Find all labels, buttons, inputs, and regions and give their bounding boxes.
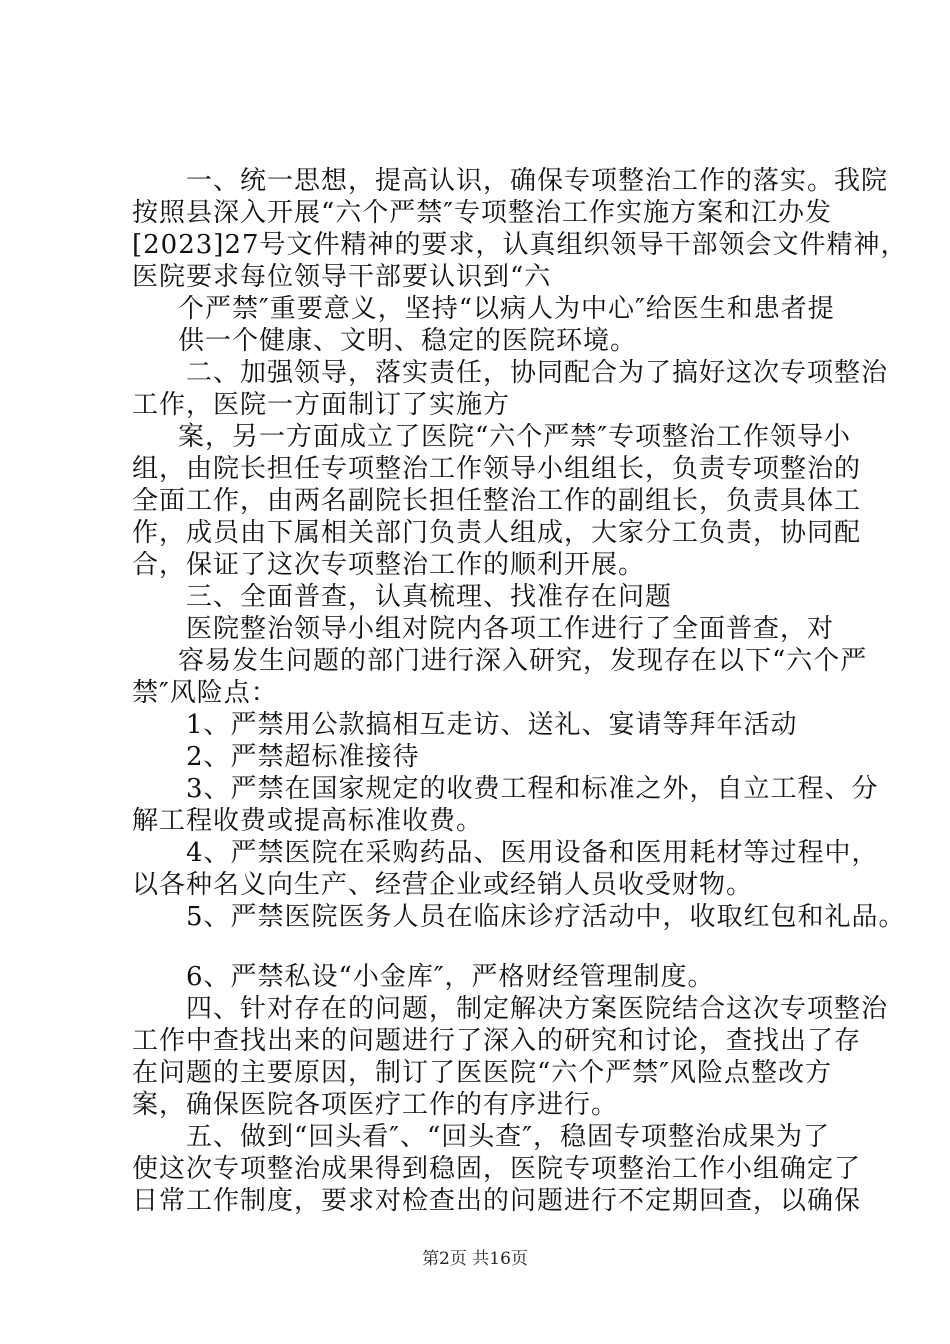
- document-body: [132, 165, 908, 1217]
- text-line: 5、严禁医院医务人员在临床诊疗活动中，收取红包和礼品。: [186, 902, 906, 932]
- text-line: 解工程收费或提高标准收费。: [132, 806, 484, 836]
- text-line: 6、严禁私设“小金库″，严格财经管理制度。: [186, 962, 715, 992]
- text-line: [2023]27号文件精神的要求，认真组织领导干部领会文件精神，: [132, 230, 908, 260]
- text-line: 一、统一思想，提高认识，确保专项整治工作的落实。我院: [186, 166, 889, 196]
- text-line: 作，成员由下属相关部门负责人组成，大家分工负责，协同配: [132, 518, 862, 548]
- text-line: 四、针对存在的问题，制定解决方案医院结合这次专项整治: [186, 994, 889, 1024]
- text-line: 4、严禁医院在采购药品、医用设备和医用耗材等过程中，: [186, 838, 879, 868]
- text-line: 合，保证了这次专项整治工作的顺利开展。: [132, 550, 646, 580]
- text-line: 使这次专项整治成果得到稳固，医院专项整治工作小组确定了: [132, 1154, 862, 1184]
- text-line: 案，另一方面成立了医院“六个严禁″专项整治工作领导小: [178, 422, 852, 452]
- text-line: 工作中查找出来的问题进行了深入的研究和讨论，查找出了存: [132, 1026, 862, 1056]
- text-line: 案，确保医院各项医疗工作的有序进行。: [132, 1090, 619, 1120]
- text-line: 五、做到“回头看″、“回头查″，稳固专项整治成果为了: [186, 1122, 831, 1152]
- page-number-footer: 第2页 共16页: [422, 1249, 528, 1269]
- text-line: 组，由院长担任专项整治工作领导小组组长，负责专项整治的: [132, 454, 862, 484]
- text-line: 1、严禁用公款搞相互走访、送礼、宴请等拜年活动: [186, 710, 798, 740]
- text-line: 按照县深入开展“六个严禁″专项整治工作实施方案和江办发: [132, 198, 833, 228]
- text-line: 2、严禁超标准接待: [186, 742, 420, 772]
- text-line: 个严禁″重要意义，坚持“以病人为中心″给医生和患者提: [178, 294, 835, 324]
- text-line: 3、严禁在国家规定的收费工程和标准之外，自立工程、分: [186, 774, 879, 804]
- text-line: 在问题的主要原因，制订了医医院“六个严禁″风险点整改方: [132, 1058, 833, 1088]
- text-line: 医院要求每位领导干部要认识到“六: [132, 262, 552, 292]
- text-line: 禁″风险点：: [132, 678, 278, 708]
- text-line: 全面工作，由两名副院长担任整治工作的副组长，负责具体工: [132, 486, 862, 516]
- text-line: 容易发生问题的部门进行深入研究，发现存在以下“六个严: [178, 646, 868, 676]
- text-line: 工作，医院一方面制订了实施方: [132, 390, 511, 420]
- text-line: 二、加强领导，落实责任，协同配合为了搞好这次专项整治: [186, 358, 889, 388]
- text-line: 医院整治领导小组对院内各项工作进行了全面普查，对: [186, 614, 835, 644]
- text-line: 以各种名义向生产、经营企业或经销人员收受财物。: [132, 870, 754, 900]
- text-line: 供一个健康、文明、稳定的医院环境。: [178, 326, 638, 356]
- text-line: 三、全面普查，认真梳理、找准存在问题: [186, 582, 673, 612]
- text-line: 日常工作制度，要求对检查出的问题进行不定期回查，以确保: [132, 1186, 862, 1216]
